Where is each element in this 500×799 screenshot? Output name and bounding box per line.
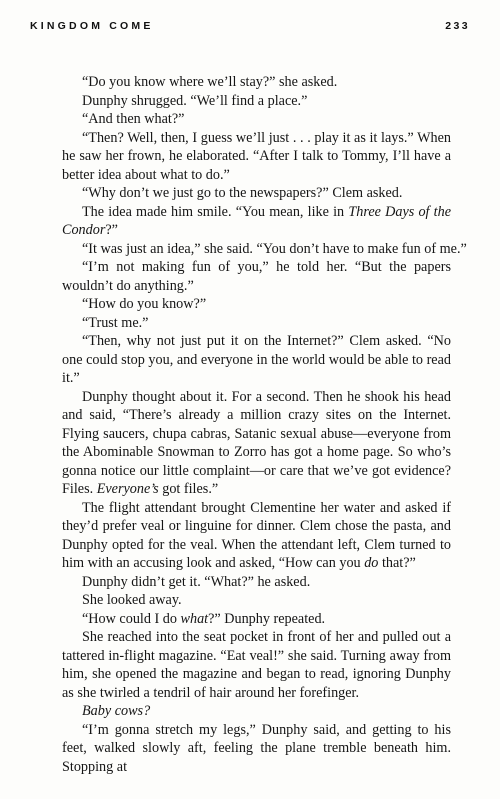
italic-thought: Baby cows?: [82, 703, 151, 719]
paragraph: “Then? Well, then, I guess we’ll just . . . play it as it lays.” When he saw her frown, he elaborated. “After I talk to Tommy, I’ll have a better idea about what to do.”: [62, 129, 451, 183]
paragraph: “I’m not making fun of you,” he told her. “But the papers wouldn’t do anything.”: [62, 259, 451, 294]
text-run: ?” Dunphy repeated.: [208, 610, 326, 627]
italic-word: Everyone’s: [96, 481, 159, 497]
paragraph: “Then, why not just put it on the Internet?” Clem asked. “No one could stop you, and everyone in the world would be able to read it.”: [62, 333, 451, 386]
paragraph: “How do you know?”: [82, 296, 207, 312]
text-run: The flight attendant brought Clementine her water and asked if they’d prefer veal or linguine for dinner. Clem chose the pasta, and Dunphy opted for the veal. When the attendant left, Clem turned to him with an accusing look and asked, “How can you: [62, 499, 451, 571]
paragraph: Dunphy didn’t get it. “What?” he asked.: [82, 573, 311, 590]
text-run: ?”: [105, 222, 118, 238]
paragraph: Dunphy shrugged. “We’ll find a place.”: [82, 92, 308, 109]
text-run: got files.”: [158, 481, 219, 497]
page-number: 233: [445, 20, 470, 32]
paragraph: She looked away.: [82, 592, 182, 608]
paragraph: “Why don’t we just go to the newspapers?” Clem asked.: [82, 185, 403, 201]
paragraph: She reached into the seat pocket in front of her and pulled out a tattered in-flight magazine. “Eat veal!” she said. Turning away from him, she opened the magazine and began to read, ignoring Dunphy as she twirled a tendril of hair around her forefinger.: [62, 629, 451, 701]
paragraph: [62, 203, 451, 240]
running-head: [30, 20, 470, 36]
italic-word: do: [364, 555, 379, 571]
italic-word: what: [180, 610, 209, 627]
text-run: The idea made him smile. “You mean, like in: [82, 203, 349, 220]
paragraph: “Trust me.”: [82, 314, 149, 331]
paragraph: [62, 388, 451, 499]
paragraph: “It was just an idea,” she said. “You don’t have to make fun of me.”: [82, 240, 467, 257]
paragraph: “Do you know where we’ll stay?” she asked.: [82, 74, 338, 90]
text-run: that?”: [378, 555, 416, 571]
paragraph: “And then what?”: [82, 111, 185, 127]
paragraph: [62, 702, 451, 721]
text-run: “How could I do: [82, 610, 181, 627]
paragraph: [62, 499, 451, 573]
body-text: [62, 73, 467, 776]
paragraph: “I’m gonna stretch my legs,” Dunphy said, and getting to his feet, walked slowly aft, feeling the plane tremble beneath him. Stopping at: [62, 721, 451, 775]
text-run: Dunphy thought about it. For a second. Then he shook his head and said, “There’s already a million crazy sites on the Internet. Flying saucers, chupa cabras, Satanic sexual abuse—everyone from the Abominable Snowman to Zorro has got a home page. So who’s gonna notice our little complaint—or care that we’ve got evidence? Files.: [62, 388, 451, 497]
paragraph: [62, 610, 451, 629]
running-title: KINGDOM COME: [30, 20, 154, 32]
italic-title: Three Days of the Condor: [62, 203, 452, 238]
